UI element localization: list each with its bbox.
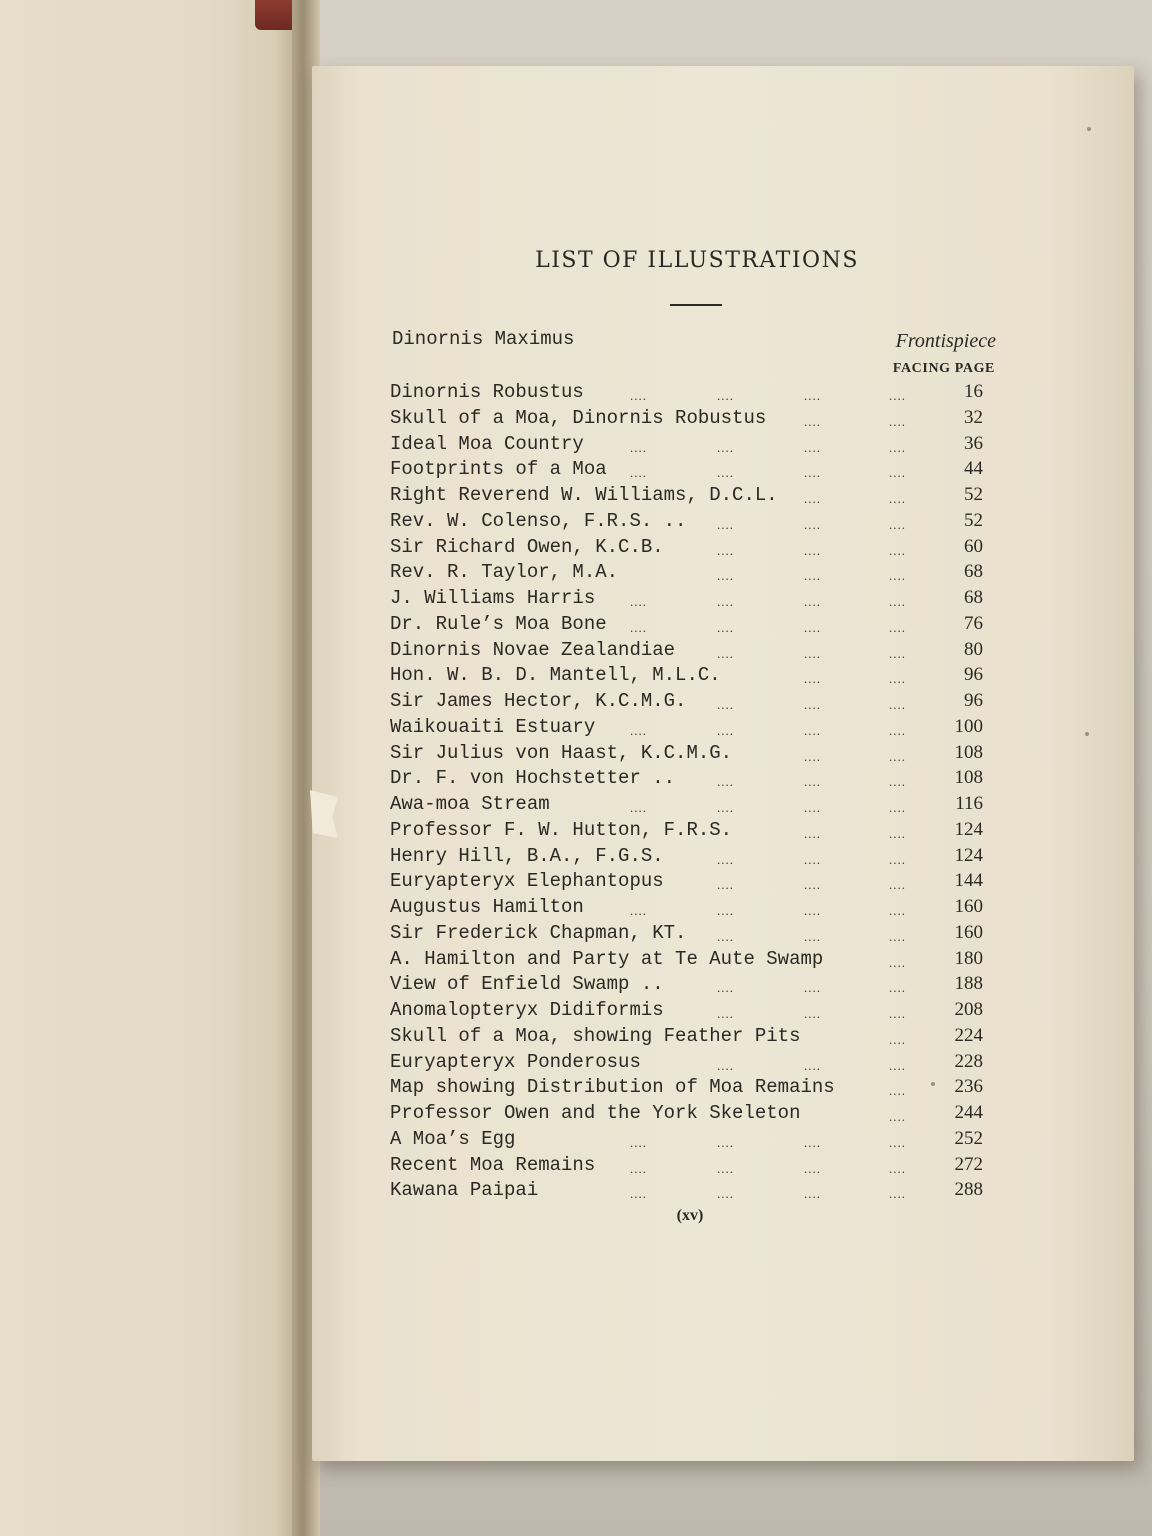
dot-leader: .... bbox=[889, 1186, 906, 1202]
dot-leader: .... bbox=[717, 516, 734, 532]
dot-leader: .... bbox=[804, 800, 821, 815]
dot-leader: .... bbox=[804, 1006, 821, 1021]
dot-leader: .... bbox=[630, 1186, 647, 1202]
dot-leader: .... bbox=[804, 413, 821, 429]
dot-leader: .... bbox=[889, 516, 906, 532]
dot-leader: .... bbox=[889, 388, 906, 403]
illustration-title: Recent Moa Remains bbox=[390, 1153, 596, 1176]
dot-leader: .... bbox=[717, 928, 734, 944]
dot-leader: .... bbox=[804, 594, 821, 609]
dot-leader: .... bbox=[889, 439, 906, 455]
dot-leader: .... bbox=[717, 1134, 734, 1150]
dot-leader: .... bbox=[804, 928, 821, 944]
frontispiece-label: Frontispiece bbox=[895, 330, 996, 352]
dot-leader: .... bbox=[804, 439, 821, 455]
dot-leader: .... bbox=[804, 388, 821, 403]
dot-leader: .... bbox=[717, 619, 734, 635]
list-item bbox=[390, 1128, 995, 1152]
dot-leader: .... bbox=[889, 542, 906, 558]
dot-leader: .... bbox=[717, 774, 734, 790]
illustration-title: A Moa’s Egg bbox=[390, 1127, 516, 1150]
dot-leader: .... bbox=[717, 980, 734, 996]
dot-leader: .... bbox=[630, 388, 647, 403]
page-number: 180 bbox=[954, 947, 983, 969]
list-item bbox=[390, 948, 995, 972]
dot-leader: .... bbox=[717, 903, 734, 918]
page-number: 32 bbox=[964, 406, 983, 428]
list-item bbox=[390, 639, 995, 663]
page-number: 36 bbox=[964, 432, 983, 454]
page-number: 108 bbox=[954, 767, 983, 789]
dot-leader: .... bbox=[889, 594, 906, 609]
dot-leader: .... bbox=[630, 1134, 647, 1150]
illustration-title: Ideal Moa Country bbox=[390, 432, 584, 455]
dot-leader: .... bbox=[717, 439, 734, 455]
illustration-title: Sir James Hector, K.C.M.G. bbox=[390, 690, 687, 712]
page-number: 272 bbox=[954, 1153, 983, 1175]
dot-leader: .... bbox=[804, 980, 821, 996]
dot-leader: .... bbox=[804, 774, 821, 790]
page-title: LIST OF ILLUSTRATIONS bbox=[535, 248, 859, 273]
list-item bbox=[390, 845, 995, 869]
dot-leader: .... bbox=[717, 465, 734, 481]
list-item bbox=[390, 690, 995, 714]
illustration-title: Anomalopteryx Didiformis bbox=[390, 999, 664, 1021]
list-item bbox=[390, 1051, 995, 1075]
page-number: 252 bbox=[954, 1127, 983, 1149]
dot-leader: .... bbox=[889, 722, 906, 738]
list-item bbox=[390, 433, 995, 457]
dot-leader: .... bbox=[630, 800, 647, 815]
paper-speck bbox=[931, 1082, 935, 1086]
page-number: 68 bbox=[964, 561, 983, 583]
list-item bbox=[390, 587, 995, 611]
dot-leader: .... bbox=[630, 903, 647, 918]
illustration-title: Skull of a Moa, showing Feather Pits bbox=[390, 1024, 801, 1047]
list-item bbox=[390, 767, 995, 791]
dot-leader: .... bbox=[804, 748, 821, 764]
dot-leader: .... bbox=[804, 542, 821, 558]
dot-leader: .... bbox=[804, 645, 821, 661]
illustration-title: J. Williams Harris bbox=[390, 587, 596, 609]
dot-leader: .... bbox=[889, 671, 906, 687]
illustration-title: Right Reverend W. Williams, D.C.L. bbox=[390, 484, 778, 506]
dot-leader: .... bbox=[889, 851, 906, 867]
dot-leader: .... bbox=[889, 568, 906, 584]
list-item bbox=[390, 510, 995, 534]
dot-leader: .... bbox=[804, 903, 821, 918]
illustration-title: Footprints of a Moa bbox=[390, 458, 607, 481]
dot-leader: .... bbox=[804, 722, 821, 738]
illustration-title: Augustus Hamilton bbox=[390, 896, 584, 918]
page-number: 76 bbox=[964, 612, 983, 634]
dot-leader: .... bbox=[717, 1057, 734, 1073]
dot-leader: .... bbox=[630, 439, 647, 455]
page-number: 236 bbox=[954, 1076, 983, 1098]
illustration-title: Sir Julius von Haast, K.C.M.G. bbox=[390, 741, 733, 764]
list-item bbox=[390, 484, 995, 508]
dot-leader: .... bbox=[889, 954, 906, 970]
page-number: 124 bbox=[954, 818, 983, 840]
list-item bbox=[390, 716, 995, 740]
list-item bbox=[390, 1025, 995, 1049]
dot-leader: .... bbox=[804, 1134, 821, 1150]
page-number: 244 bbox=[954, 1102, 983, 1123]
page-number: 124 bbox=[954, 844, 983, 866]
page-number: 100 bbox=[954, 715, 983, 737]
page-number: 96 bbox=[964, 690, 983, 711]
page-number: 288 bbox=[954, 1179, 983, 1201]
illustration-title: Henry Hill, B.A., F.G.S. bbox=[390, 844, 664, 867]
dot-leader: .... bbox=[889, 1031, 906, 1047]
dot-leader: .... bbox=[804, 619, 821, 635]
dot-leader: .... bbox=[717, 851, 734, 867]
list-item bbox=[390, 793, 995, 817]
dot-leader: .... bbox=[717, 594, 734, 609]
list-item bbox=[390, 381, 995, 405]
page-number: 52 bbox=[964, 509, 983, 531]
page-number: 60 bbox=[964, 535, 983, 557]
list-item bbox=[390, 561, 995, 585]
dot-leader: .... bbox=[630, 619, 647, 635]
title-rule bbox=[670, 304, 722, 306]
page-number: 108 bbox=[954, 741, 983, 763]
dot-leader: .... bbox=[717, 1186, 734, 1202]
list-item bbox=[390, 742, 995, 766]
dot-leader: .... bbox=[889, 1083, 906, 1099]
dot-leader: .... bbox=[889, 774, 906, 790]
page-number: 160 bbox=[954, 896, 983, 917]
left-page bbox=[0, 0, 300, 1536]
illustration-title: Dinornis Novae Zealandiae bbox=[390, 638, 676, 661]
illustration-title: Euryapteryx Ponderosus bbox=[390, 1050, 641, 1073]
list-item bbox=[390, 407, 995, 431]
dot-leader: .... bbox=[804, 465, 821, 481]
page-number: 68 bbox=[964, 587, 983, 608]
dot-leader: .... bbox=[804, 516, 821, 532]
page-number: 144 bbox=[954, 870, 983, 892]
dot-leader: .... bbox=[804, 697, 821, 712]
list-item bbox=[390, 922, 995, 946]
dot-leader: .... bbox=[630, 465, 647, 481]
dot-leader: .... bbox=[804, 568, 821, 584]
dot-leader: .... bbox=[717, 697, 734, 712]
dot-leader: .... bbox=[889, 1160, 906, 1176]
illustration-title: Sir Frederick Chapman, KT. bbox=[390, 921, 687, 944]
dot-leader: .... bbox=[889, 1006, 906, 1021]
dot-leader: .... bbox=[717, 1160, 734, 1176]
illustration-title: Professor F. W. Hutton, F.R.S. bbox=[390, 818, 733, 841]
paper-speck bbox=[1087, 127, 1091, 131]
frontispiece-entry: Dinornis Maximus bbox=[392, 328, 575, 350]
dot-leader: .... bbox=[717, 722, 734, 738]
illustration-title: Rev. W. Colenso, F.R.S. .. bbox=[390, 509, 687, 532]
dot-leader: .... bbox=[889, 800, 906, 815]
illustration-title: Waikouaiti Estuary bbox=[390, 715, 596, 738]
dot-leader: .... bbox=[889, 1057, 906, 1073]
dot-leader: .... bbox=[630, 722, 647, 738]
page-number: 44 bbox=[964, 458, 983, 480]
illustration-title: A. Hamilton and Party at Te Aute Swamp bbox=[390, 947, 824, 970]
dot-leader: .... bbox=[804, 1057, 821, 1073]
column-heading: FACING PAGE bbox=[892, 361, 995, 376]
dot-leader: .... bbox=[889, 491, 906, 506]
dot-leader: .... bbox=[717, 877, 734, 893]
illustration-title: Sir Richard Owen, K.C.B. bbox=[390, 535, 664, 558]
list-item bbox=[390, 1179, 995, 1203]
dot-leader: .... bbox=[630, 594, 647, 609]
illustration-title: Rev. R. Taylor, M.A. bbox=[390, 561, 619, 584]
dot-leader: .... bbox=[889, 1109, 906, 1124]
paper-speck bbox=[1085, 732, 1089, 736]
dot-leader: .... bbox=[889, 645, 906, 661]
dot-leader: .... bbox=[889, 877, 906, 893]
page-number: 80 bbox=[964, 638, 983, 660]
list-item bbox=[390, 999, 995, 1023]
list-item bbox=[390, 1076, 995, 1100]
list-item bbox=[390, 973, 995, 997]
illustration-title: Kawana Paipai bbox=[390, 1179, 539, 1202]
illustration-title: Dr. F. von Hochstetter .. bbox=[390, 767, 676, 790]
dot-leader: .... bbox=[804, 491, 821, 506]
illustration-title: Map showing Distribution of Moa Remains bbox=[390, 1076, 835, 1099]
illustration-title: Hon. W. B. D. Mantell, M.L.C. bbox=[390, 664, 721, 687]
page-number: 16 bbox=[964, 381, 983, 402]
dot-leader: .... bbox=[717, 800, 734, 815]
dot-leader: .... bbox=[889, 465, 906, 481]
dot-leader: .... bbox=[717, 568, 734, 584]
illustration-title: Dinornis Robustus bbox=[390, 381, 584, 403]
list-item bbox=[390, 536, 995, 560]
dot-leader: .... bbox=[889, 928, 906, 944]
dot-leader: .... bbox=[804, 1186, 821, 1202]
dot-leader: .... bbox=[804, 671, 821, 687]
list-item bbox=[390, 1154, 995, 1178]
dot-leader: .... bbox=[889, 1134, 906, 1150]
dot-leader: .... bbox=[889, 903, 906, 918]
dot-leader: .... bbox=[630, 1160, 647, 1176]
dot-leader: .... bbox=[889, 413, 906, 429]
list-item bbox=[390, 819, 995, 843]
illustration-title: Skull of a Moa, Dinornis Robustus bbox=[390, 406, 767, 429]
page-number: 188 bbox=[954, 973, 983, 995]
illustration-title: Professor Owen and the York Skeleton bbox=[390, 1102, 801, 1124]
list-item bbox=[390, 1102, 995, 1126]
dot-leader: .... bbox=[804, 877, 821, 893]
page-number: 52 bbox=[964, 484, 983, 505]
dot-leader: .... bbox=[717, 645, 734, 661]
dot-leader: .... bbox=[804, 825, 821, 841]
page-number: 160 bbox=[954, 921, 983, 943]
illustration-title: Euryapteryx Elephantopus bbox=[390, 870, 664, 893]
illustration-title: Awa-moa Stream bbox=[390, 793, 550, 815]
dot-leader: .... bbox=[889, 697, 906, 712]
page-folio: (xv) bbox=[676, 1207, 704, 1224]
page-number: 96 bbox=[964, 664, 983, 686]
dot-leader: .... bbox=[717, 1006, 734, 1021]
dot-leader: .... bbox=[889, 980, 906, 996]
dot-leader: .... bbox=[889, 619, 906, 635]
page-number: 116 bbox=[955, 793, 983, 814]
dot-leader: .... bbox=[804, 1160, 821, 1176]
dot-leader: .... bbox=[717, 388, 734, 403]
page-number: 228 bbox=[954, 1050, 983, 1072]
illustration-title: Dr. Rule’s Moa Bone bbox=[390, 612, 607, 635]
list-item bbox=[390, 613, 995, 637]
dot-leader: .... bbox=[804, 851, 821, 867]
list-item bbox=[390, 458, 995, 482]
dot-leader: .... bbox=[717, 542, 734, 558]
dot-leader: .... bbox=[889, 748, 906, 764]
page-number: 208 bbox=[954, 999, 983, 1020]
list-item bbox=[390, 870, 995, 894]
dot-leader: .... bbox=[889, 825, 906, 841]
page-number: 224 bbox=[954, 1024, 983, 1046]
list-item bbox=[390, 896, 995, 920]
list-item bbox=[390, 664, 995, 688]
illustration-title: View of Enfield Swamp .. bbox=[390, 973, 664, 996]
